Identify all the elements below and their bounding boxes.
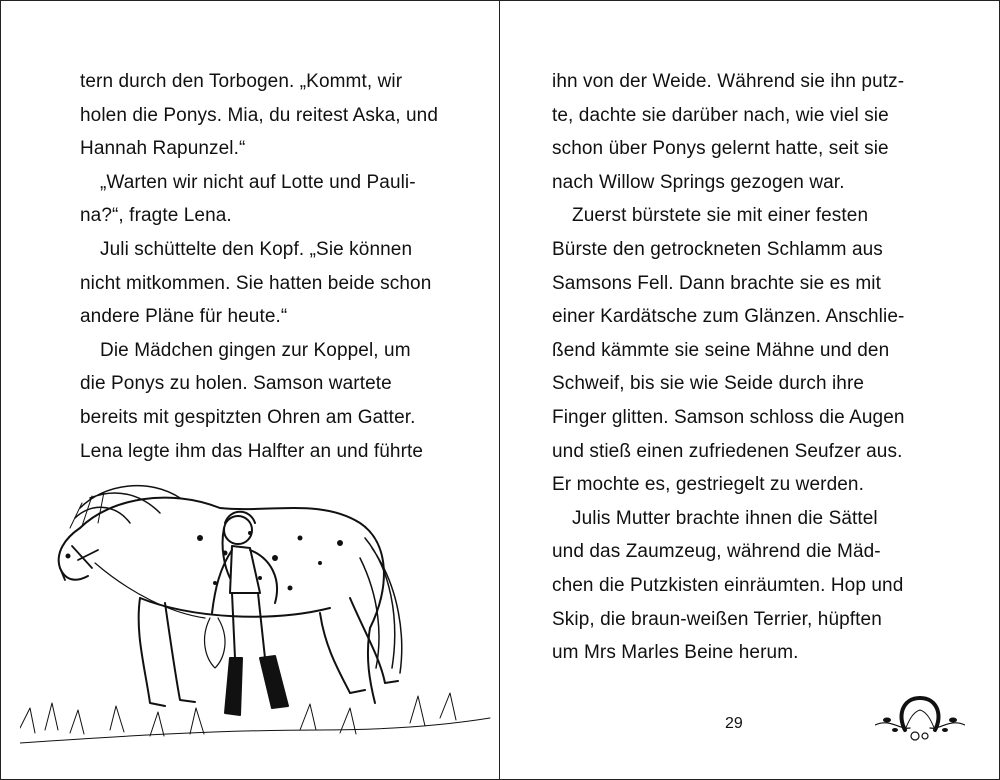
text-line: Die Mädchen gingen zur Koppel, um [100, 339, 411, 361]
text-line: einer Kardätsche zum Glänzen. Anschlie- [552, 306, 905, 328]
text-line: die Ponys zu holen. Samson wartete [80, 373, 392, 395]
left-page-text [80, 65, 450, 468]
text-line: Juli schüttelte den Kopf. „Sie können [100, 238, 413, 260]
text-line: „Warten wir nicht auf Lotte und Pauli- [100, 171, 416, 193]
text-line: schon über Ponys gelernt hatte, seit sie [552, 138, 889, 160]
text-line: nach Willow Springs gezogen war. [552, 171, 845, 193]
text-line: tern durch den Torbogen. „Kommt, wir [80, 71, 403, 92]
text-line: Hannah Rapunzel.“ [80, 138, 246, 160]
text-line: Samsons Fell. Dann brachte sie es mit [552, 272, 881, 294]
text-line: Skip, die braun-weißen Terrier, hüpften [552, 608, 882, 630]
page-number: 29 [725, 715, 743, 732]
right-page [500, 0, 1000, 780]
text-line: ßend kämmte sie seine Mähne und den [552, 339, 890, 361]
text-line: andere Pläne für heute.“ [80, 306, 288, 328]
text-line: Bürste den getrockneten Schlamm aus [552, 238, 883, 260]
girl-leading-pony-illustration [20, 468, 500, 768]
text-line: bereits mit gespitzten Ohren am Gatter. [80, 406, 416, 428]
text-line: holen die Ponys. Mia, du reitest Aska, und [80, 104, 439, 126]
text-line: Zuerst bürstete sie mit einer festen [572, 205, 869, 227]
horseshoe-flower-icon [875, 690, 965, 745]
text-line: te, dachte sie darüber nach, wie viel sie [552, 104, 889, 126]
text-line: Finger glitten. Samson schloss die Augen [552, 406, 905, 428]
left-page [0, 0, 499, 780]
text-line: um Mrs Marles Beine herum. [552, 642, 799, 664]
text-line: ihn von der Weide. Während sie ihn putz- [552, 71, 905, 92]
text-line: Er mochte es, gestriegelt zu werden. [552, 474, 864, 496]
text-line: Schweif, bis sie wie Seide durch ihre [552, 373, 865, 395]
text-line: nicht mitkommen. Sie hatten beide schon [80, 272, 432, 294]
text-line: chen die Putzkisten einräumten. Hop und [552, 574, 904, 596]
text-line: und das Zaumzeug, während die Mäd- [552, 541, 881, 563]
text-line: na?“, fragte Lena. [80, 205, 232, 227]
right-page-text [552, 65, 932, 670]
text-line: Julis Mutter brachte ihnen die Sättel [572, 507, 878, 529]
text-line: Lena legte ihm das Halfter an und führte [80, 440, 424, 462]
text-line: und stieß einen zufriedenen Seufzer aus. [552, 440, 903, 462]
